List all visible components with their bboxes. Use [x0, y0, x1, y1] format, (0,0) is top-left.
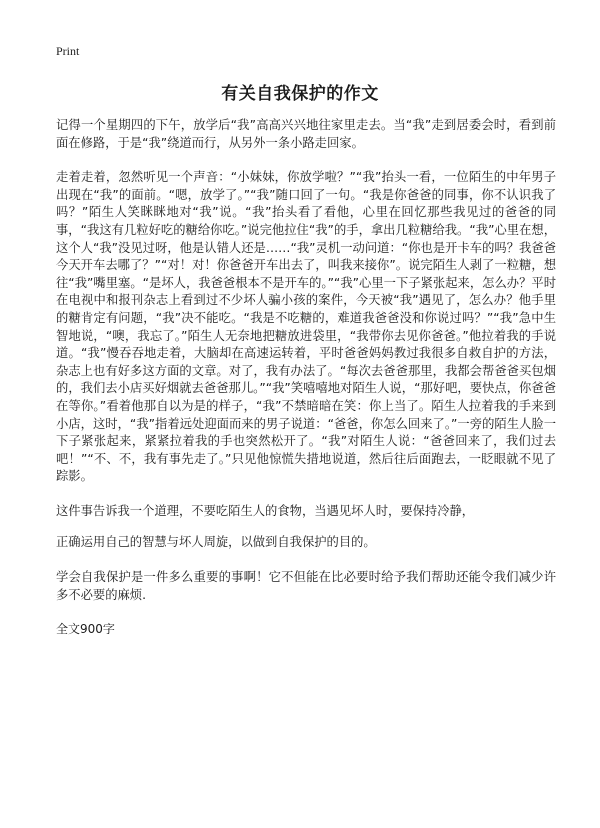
paragraph-lesson: 这件事告诉我一个道理，不要吃陌生人的食物，当遇见坏人时，要保持冷静， [56, 503, 475, 518]
paragraph-conclusion: 学会自我保护是一件多么重要的事啊！它不但能在比必要时给予我们帮助还能令我们减少许多不必要的麻烦. [56, 570, 556, 602]
print-link[interactable]: Print [56, 44, 80, 58]
paragraph-method: 正确运用自己的智慧与坏人周旋，以做到自我保护的目的。 [56, 535, 376, 550]
article-body [56, 117, 556, 656]
paragraph-story: 走着走着，忽然听见一个声音：“小妹妹，你放学啦？”“我”抬头一看，一位陌生的中年男子出现在“我”的面前。“嗯，放学了。”“我”随口回了一句。“我是你爸爸的同事，你不认识我了吗？”陌生人笑眯眯地对“我”说。“我”抬头看了看他，心里在回忆那些我见过的爸爸的同事，“我这有几粒好吃的糖给你吃。”说完他拉住“我”的手，拿出几粒糖给我。“我”心里在想，这个人“我”没见过呀，他是认错人还是……“我”灵机一动问道：“你也是开卡车的吗？我爸爸今天开车去哪了？”“对！对！你爸爸开车出去了，叫我来接你”。说完陌生人剥了一粒糖，想往“我”嘴里塞。“是坏人，我爸爸根本不是开车的。”“我”心里一下子紧张起来，怎么办？平时在电视中和报刊杂志上看到过不少坏人骗小孩的案件，今天被“我”遇见了，怎么办？他手里的糖肯定有问题，“我”决不能吃。“我是不吃糖的，难道我爸爸没和你说过吗？”“我”急中生智地说，“噢，我忘了。”陌生人无奈地把糖放进袋里，“我带你去见你爸爸。”他拉着我的手说道。“我”慢吞吞地走着，大脑却在高速运转着，平时爸爸妈妈教过我很多自救自护的方法，杂志上也有好多这方面的文章。对了，我有办法了。“每次去爸爸那里，我都会帮爸爸买包烟的，我们去小店买好烟就去爸爸那儿。”“我”笑嘻嘻地对陌生人说，“那好吧，要快点，你爸爸在等你。”看着他那自以为是的样子，“我”不禁暗暗在笑：你上当了。陌生人拉着我的手来到小店，这时，“我”指着远处迎面而来的男子说道：“爸爸，你怎么回来了。”一旁的陌生人脸一下子紧张起来，紧紧拉着我的手也突然松开了。“我”对陌生人说：“爸爸回来了，我们过去吧！”“不、不，我有事先走了。”只见他惊慌失措地说道，然后往后面跑去，一眨眼就不见了踪影。 [56, 170, 556, 484]
document-title: 有关自我保护的作文 [221, 84, 379, 104]
paragraph-intro: 记得一个星期四的下午，放学后“我”高高兴兴地往家里走去。当“我”走到居委会时，看到前面在修路，于是“我”绕道而行，从另外一条小路走回家。 [56, 118, 556, 150]
word-count: 全文900字 [56, 622, 115, 637]
